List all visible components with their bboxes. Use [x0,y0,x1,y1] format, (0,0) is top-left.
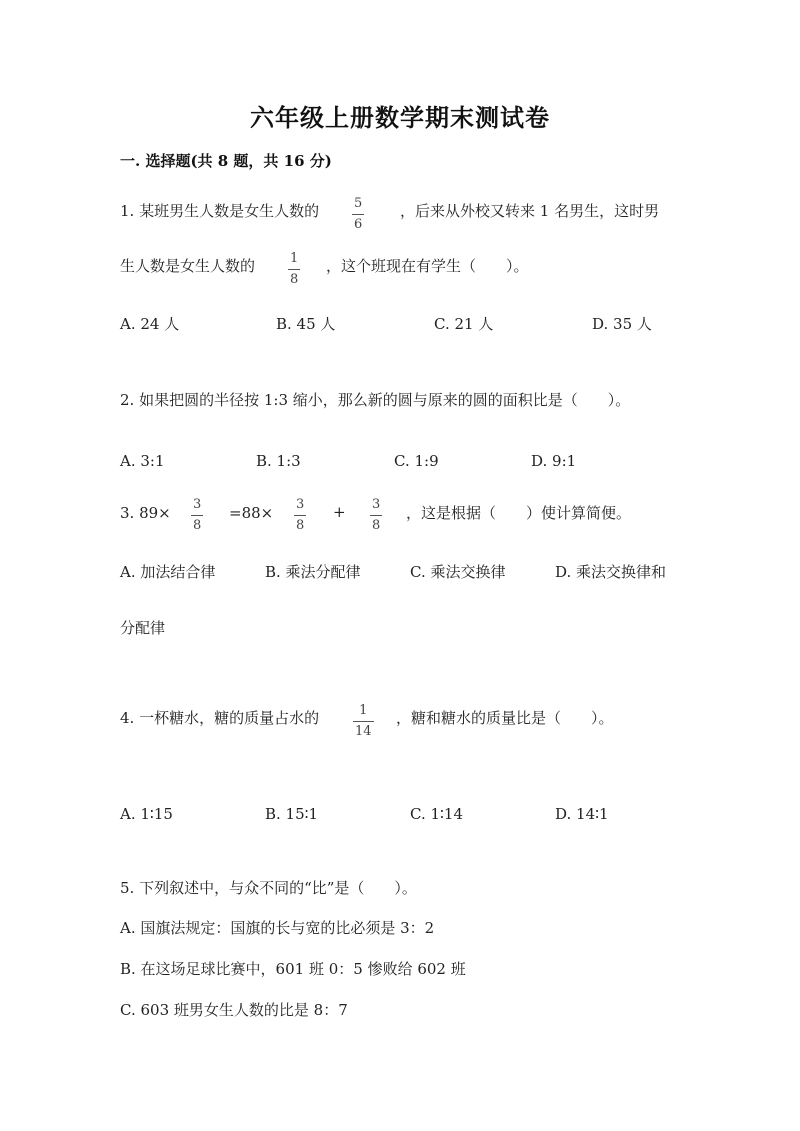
q3-plus-sign: + [333,503,346,521]
q2-option-a: A. 3:1 [120,452,165,470]
q2-text: 2. 如果把圆的半径按 1:3 缩小，那么新的圆与原来的圆的面积比是（ ）。 [120,391,631,409]
q3-text-part2: =88× [229,504,274,522]
fraction-denominator: 8 [372,518,381,533]
fraction-numerator: 3 [372,497,381,512]
fraction-numerator: 1 [290,251,299,266]
q3-fraction-2 [294,497,306,534]
q3-fraction-1 [191,497,203,534]
q3-option-a: A. 加法结合律 [120,563,216,581]
q1-option-d: D. 35 人 [592,315,652,333]
q1-option-b: B. 45 人 [276,315,336,333]
q3-fraction-3 [370,497,382,534]
q4-text-part2: ，糖和糖水的质量比是（ ）。 [396,709,614,727]
q1-option-a: A. 24 人 [120,315,180,333]
q3-option-d-continuation: 分配律 [120,619,166,637]
fraction-denominator: 8 [296,518,305,533]
q1-fraction-2 [288,251,300,288]
q3-option-b: B. 乘法分配律 [265,563,361,581]
q4-text-part1: 4. 一杯糖水，糖的质量占水的 [120,709,320,727]
q2-option-c: C. 1:9 [394,452,439,470]
q5-option-b: B. 在这场足球比赛中，601 班 0：5 惨败给 602 班 [120,960,466,978]
q3-text-part3: ，这是根据（ ）使计算简便。 [406,504,632,522]
q3-option-d: D. 乘法交换律和 [555,563,667,581]
q1-text-part4: ，这个班现在有学生（ ）。 [326,257,529,275]
q4-option-d: D. 14∶1 [555,805,609,823]
q2-option-b: B. 1:3 [256,452,301,470]
page-title: 六年级上册数学期末测试卷 [250,103,550,132]
q4-option-a: A. 1∶15 [120,805,173,823]
q4-option-b: B. 15∶1 [265,805,319,823]
q3-text-part1: 3. 89× [120,504,171,522]
fraction-denominator: 8 [290,272,299,287]
fraction-numerator: 5 [354,196,363,211]
q1-text-part1: 1. 某班男生人数是女生人数的 [120,202,320,220]
fraction-numerator: 3 [193,497,202,512]
q4-fraction-1 [353,703,374,740]
q1-text-part3: 生人数是女生人数的 [120,257,256,275]
q5-text: 5. 下列叙述中，与众不同的“比”是（ ）。 [120,879,417,897]
q4-option-c: C. 1∶14 [410,805,464,823]
fraction-numerator: 1 [359,703,368,718]
q5-option-c: C. 603 班男女生人数的比是 8：7 [120,1001,348,1019]
fraction-denominator: 6 [354,217,363,232]
fraction-denominator: 14 [355,724,372,739]
fraction-numerator: 3 [296,497,305,512]
q1-text-part2: ，后来从外校又转来 1 名男生，这时男 [400,202,660,220]
q2-option-d: D. 9:1 [531,452,577,470]
q3-option-c: C. 乘法交换律 [410,563,506,581]
fraction-denominator: 8 [193,518,202,533]
q1-fraction-1 [352,196,364,233]
q5-option-a: A. 国旗法规定：国旗的长与宽的比必须是 3：2 [120,919,435,937]
q1-option-c: C. 21 人 [434,315,494,333]
section-heading: 一. 选择题(共 8 题，共 16 分) [120,152,332,170]
